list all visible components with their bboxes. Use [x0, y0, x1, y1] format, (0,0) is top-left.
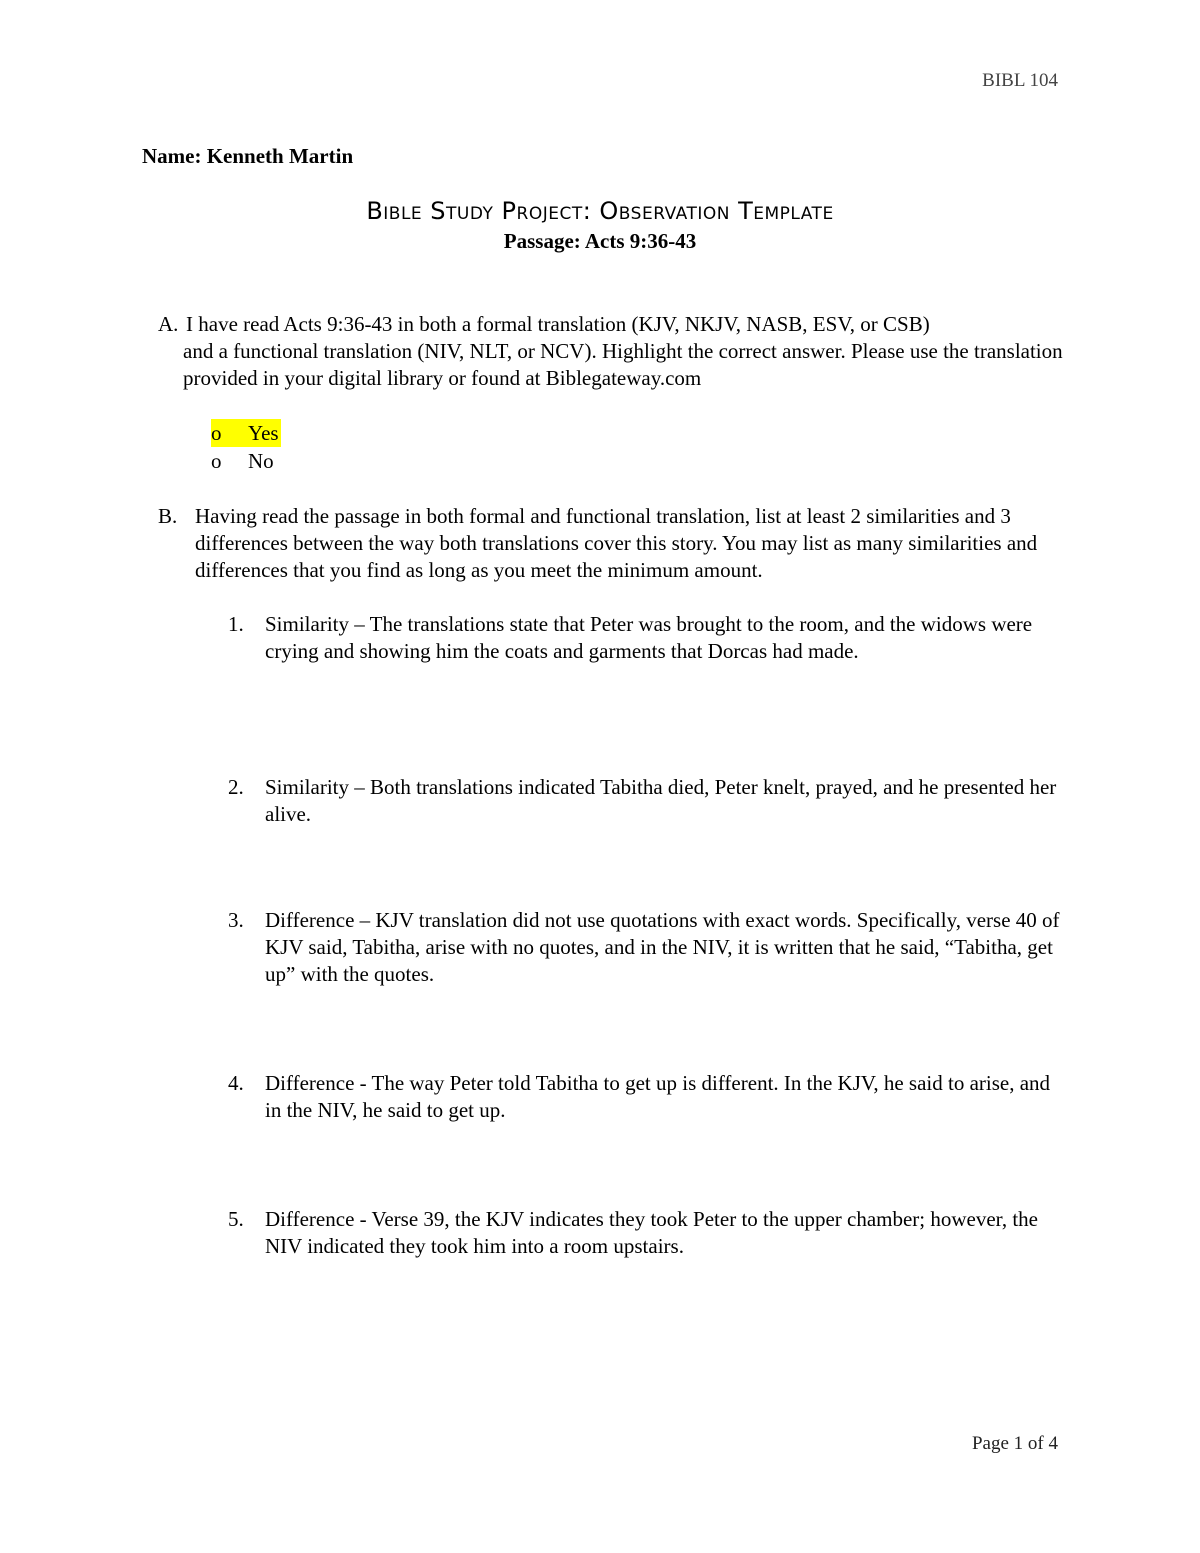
option-no-wrap [211, 447, 274, 475]
section-b [158, 503, 1063, 584]
section-b-text: Having read the passage in both formal and functional translation, list at least 2 similarities and 3 differences between the way both translations cover this story. You may list as many similarities and differences that you find as long as you meet the minimum amount. [195, 504, 1038, 582]
student-name: Name: Kenneth Martin [142, 144, 354, 168]
item-number: 4. [228, 1071, 244, 1095]
section-a-marker: A. [158, 312, 179, 336]
item-text: Similarity – The translations state that Peter was brought to the room, and the widows were crying and showing him the coats and garments that Dorcas had made. [265, 612, 1033, 663]
option-bullet: o [211, 421, 222, 445]
option-yes-label: Yes [248, 421, 279, 445]
section-a [158, 311, 1063, 392]
item-text: Difference - Verse 39, the KJV indicates they took Peter to the upper chamber; however, the NIV indicated they took him into a room upstairs. [265, 1207, 1038, 1258]
option-yes[interactable] [211, 419, 411, 447]
item-text: Similarity – Both translations indicated Tabitha died, Peter knelt, prayed, and he presented her alive. [265, 775, 1057, 826]
option-no[interactable] [211, 447, 411, 475]
item-text: Difference - The way Peter told Tabitha to get up is different. In the KJV, he said to arise, and in the NIV, he said to get up. [265, 1071, 1051, 1122]
answer-options [211, 419, 411, 475]
list-item [228, 1206, 1068, 1260]
option-no-label: No [248, 449, 274, 473]
option-yes-highlight [211, 419, 281, 447]
option-bullet: o [211, 449, 222, 473]
document-title: Bible Study Project: Observation Template [366, 197, 834, 225]
section-a-rest: and a functional translation (NIV, NLT, or NCV). Highlight the correct answer. Please use the translation provided in your digital library or found at Biblegateway.com [183, 339, 1063, 390]
passage-reference: Passage: Acts 9:36-43 [503, 229, 697, 253]
section-a-text [183, 311, 1063, 392]
section-b-marker: B. [158, 504, 178, 528]
item-number: 1. [228, 612, 244, 636]
page-number: Page 1 of 4 [971, 1433, 1058, 1454]
item-number: 5. [228, 1207, 244, 1231]
course-code-header: BIBL 104 [982, 70, 1058, 91]
item-number: 3. [228, 908, 244, 932]
list-item [228, 1070, 1068, 1124]
section-a-line1: I have read Acts 9:36-43 in both a formal translation (KJV, NKJV, NASB, ESV, or CSB) [186, 312, 930, 336]
item-number: 2. [228, 775, 244, 799]
list-item [228, 611, 1068, 665]
list-item [228, 774, 1068, 828]
item-text: Difference – KJV translation did not use quotations with exact words. Specifically, verse 40 of KJV said, Tabitha, arise with no quotes, and in the NIV, it is written that he said, “Tabitha, get up” with the quotes. [265, 908, 1060, 986]
list-item [228, 907, 1068, 988]
